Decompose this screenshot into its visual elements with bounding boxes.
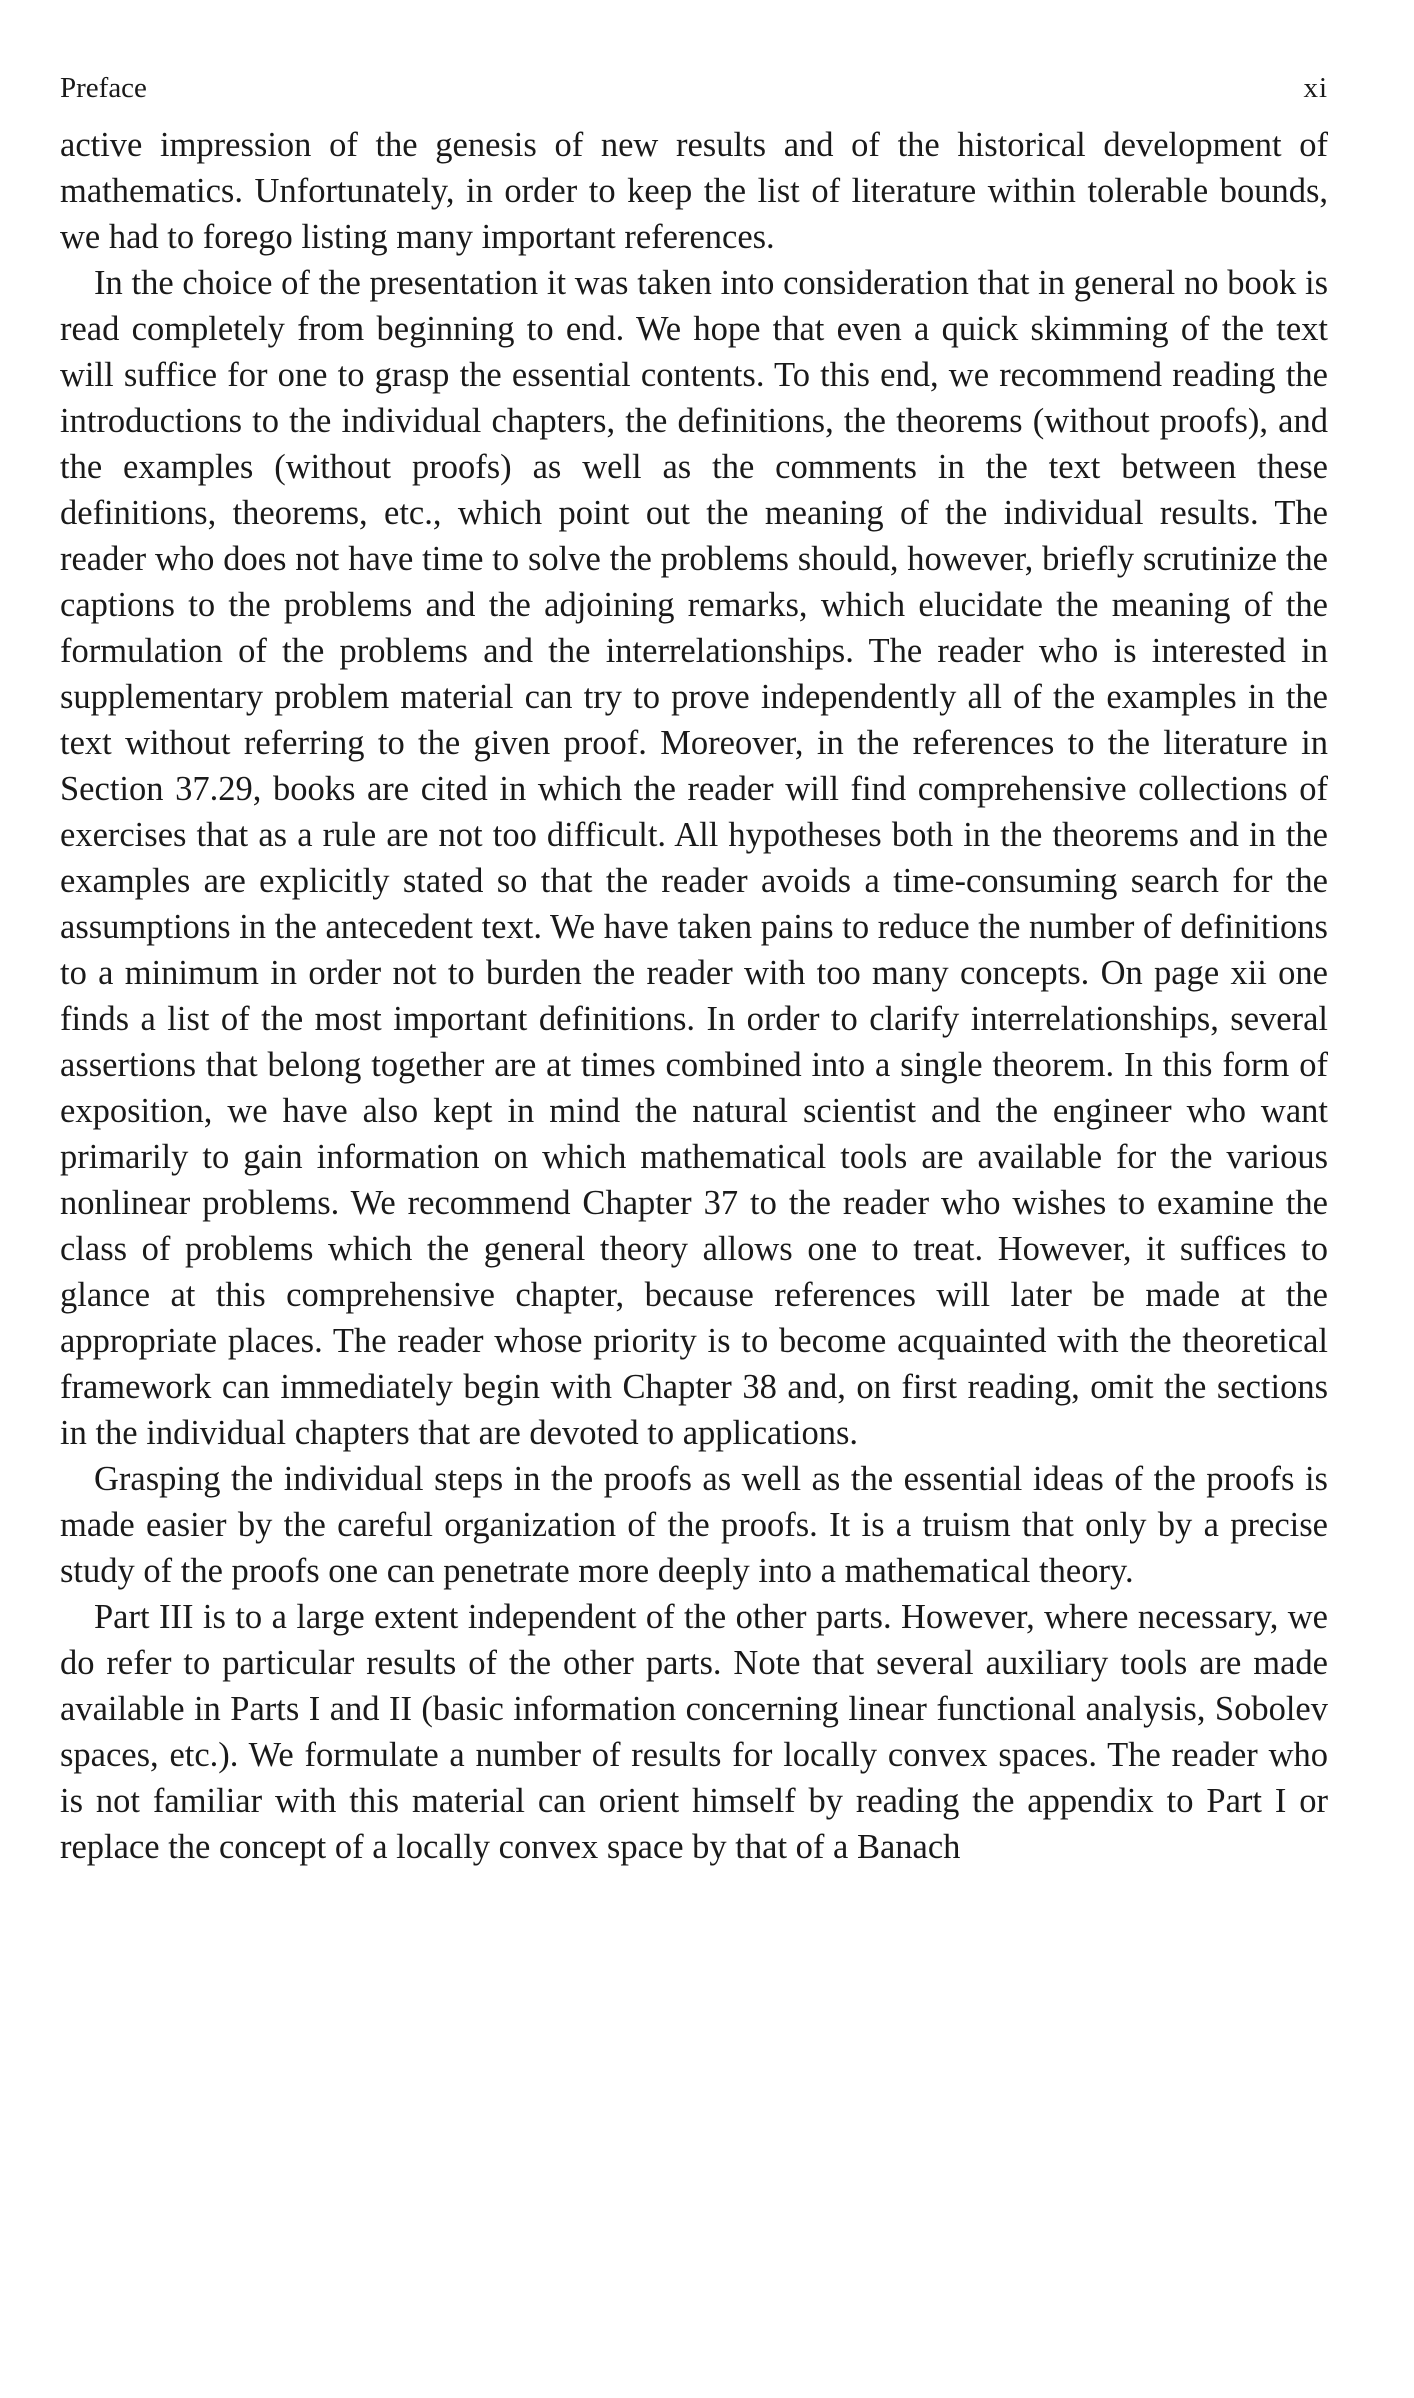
running-head-title: Preface (60, 72, 147, 104)
paragraph-continuation: active impression of the genesis of new results and of the historical development of mathematics. Unfortunately, in order to keep the list of literature within tolerable bounds, we had to forego listing many important references. (60, 126, 1328, 256)
paragraph-part-three: Part III is to a large extent independent of the other parts. However, where necessary, we do refer to particular results of the other parts. Note that several auxiliary tools are made available in Parts I and II (basic information concerning linear functional analysis, Sobolev spaces, etc.). We formulate a number of results for locally convex spaces. The reader who is not familiar with this material can orient himself by reading the appendix to Part I or replace the concept of a locally convex space by that of a Banach (60, 1598, 1328, 1866)
paragraph-proofs: Grasping the individual steps in the proofs as well as the essential ideas of the proofs is made easier by the careful organization of the proofs. It is a truism that only by a precise study of the proofs one can penetrate more deeply into a mathematical theory. (60, 1460, 1328, 1590)
paragraph-presentation: In the choice of the presentation it was taken into consideration that in general no book is read completely from beginning to end. We hope that even a quick skimming of the text will suffice for one to grasp the essential contents. To this end, we recommend reading the introductions to the individual chapters, the definitions, the theorems (without proofs), and the examples (without proofs) as well as the comments in the text between these definitions, theorems, etc., which point out the meaning of the individual results. The reader who does not have time to solve the problems should, however, briefly scrutinize the captions to the problems and the adjoining remarks, which elucidate the meaning of the formulation of the problems and the interrelationships. The reader who is interested in supplementary problem material can try to prove independently all of the examples in the text without referring to the given proof. Moreover, in the references to the literature in Section 37.29, books are cited in which the reader will find comprehensive collections of exercises that as a rule are not too difficult. All hypotheses both in the theorems and in the examples are explicitly stated so that the reader avoids a time-consuming search for the assumptions in the antecedent text. We have taken pains to reduce the number of definitions to a minimum in order not to burden the reader with too many concepts. On page xii one finds a list of the most important definitions. In order to clarify interrelationships, several assertions that belong together are at times combined into a single theorem. In this form of exposition, we have also kept in mind the natural scientist and the engineer who want primarily to gain information on which mathematical tools are available for the various nonlinear problems. We recommend Chapter 37 to the reader who wishes to examine the class of problems which the general theory allows one to treat. However, it suffices to glance at this comprehensive chapter, because references will later be made at the appropriate places. The reader whose priority is to become acquainted with the theoretical framework can immediately begin with Chapter 38 and, on first reading, omit the sections in the individual chapters that are devoted to applications. (60, 264, 1328, 1452)
page-number: xi (1303, 72, 1328, 104)
running-head (60, 68, 1328, 108)
body-text (60, 122, 1328, 1870)
